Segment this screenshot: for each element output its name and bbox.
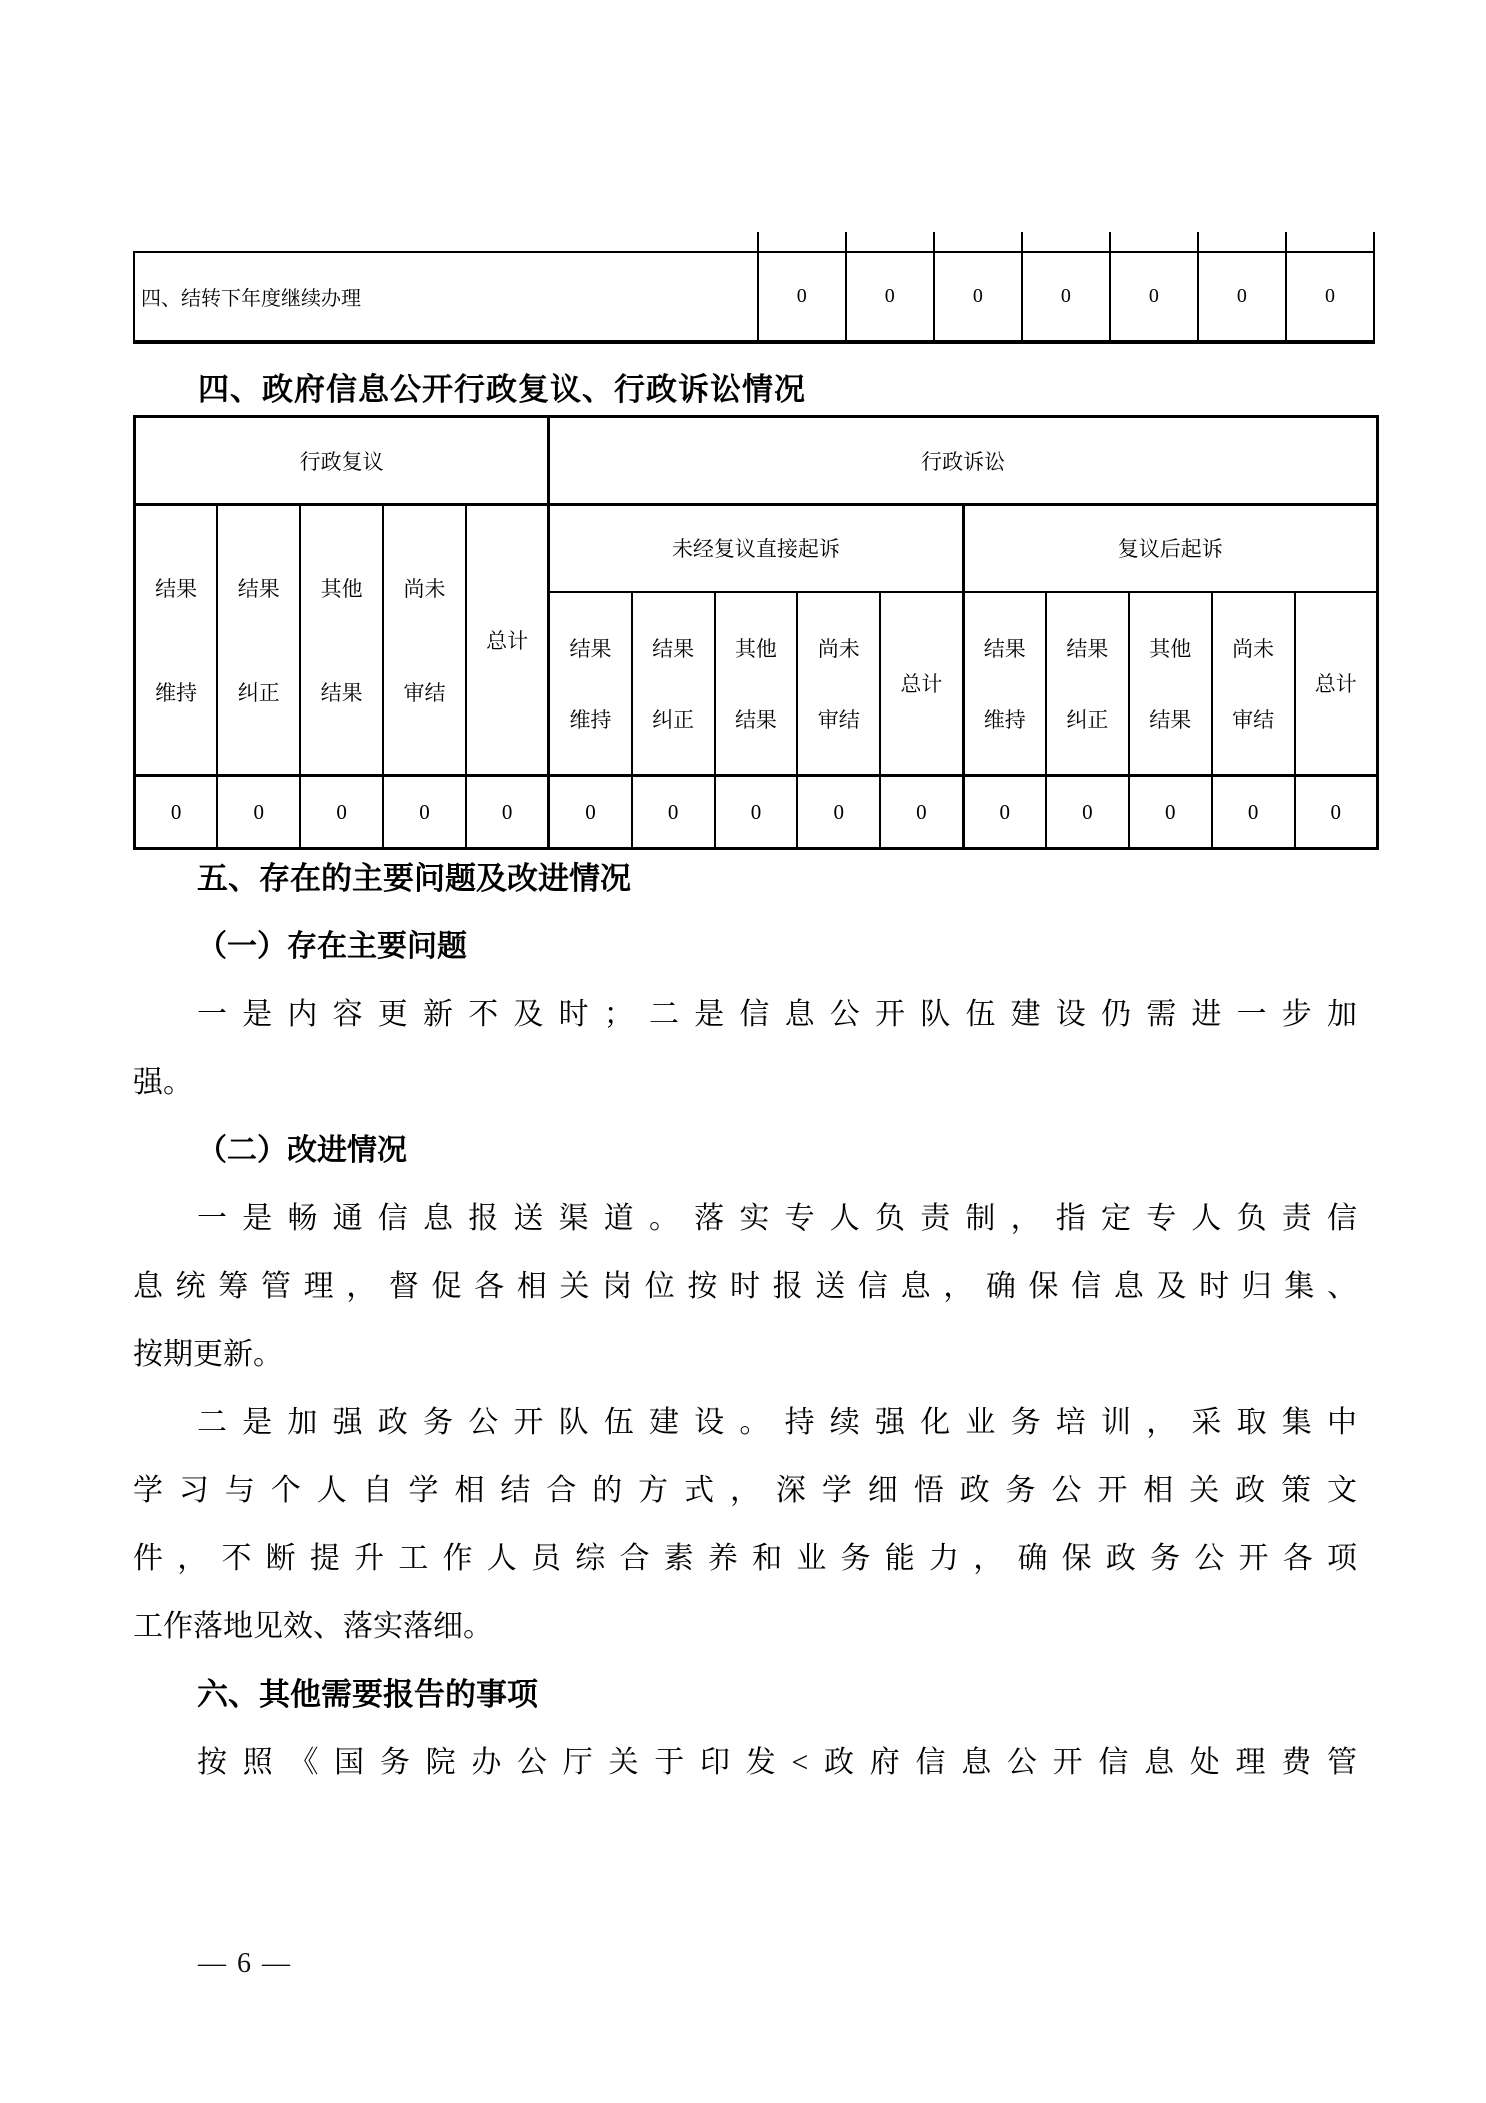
page-number: — 6 — [198,1948,292,1979]
carryover-value-cell: 0 [758,252,846,342]
carryover-value-cell: 0 [1022,252,1110,342]
value-cell: 0 [1129,776,1212,849]
stub-cell [758,232,846,252]
col-header-line: 维持 [983,707,1026,732]
group-header-review: 行政复议 [135,417,549,505]
col-header-pending [1212,592,1295,776]
body-text [133,845,1357,1797]
col-header-result-corrected [217,505,300,776]
stub-cell [1022,232,1110,252]
stub-cell [134,232,758,252]
col-header-result-corrected [632,592,715,776]
group-header-litigation: 行政诉讼 [549,417,1378,505]
stub-cell [846,232,934,252]
paragraph-line: 工作落地见效、落实落细。 [133,1610,493,1643]
section6-heading: 六、其他需要报告的事项 [197,1677,538,1712]
carryover-table [133,232,1375,344]
col-header-result-upheld [549,592,632,776]
col-header-line: 审结 [1232,707,1275,732]
col-header-line: 维持 [155,681,198,706]
col-header-line: 审结 [817,707,860,732]
col-header-line: 结果 [1066,636,1109,661]
paragraph-line: 二是加强政务公开队伍建设。持续强化业务培训，采取集中 [197,1406,1357,1439]
col-header-line: 结果 [734,707,777,732]
col-header-line: 其他 [734,636,777,661]
col-header-line: 审结 [403,681,446,706]
col-header-line: 结果 [652,636,695,661]
subgroup-header-direct-suit: 未经复议直接起诉 [549,505,963,592]
col-header-result-upheld [963,592,1046,776]
stub-cell [1110,232,1198,252]
paragraph-line: 息统筹管理，督促各相关岗位按时报送信息，确保信息及时归集、 [133,1270,1357,1303]
carryover-value-cell: 0 [934,252,1022,342]
value-cell: 0 [880,776,963,849]
value-cell: 0 [135,776,218,849]
col-header-other-result [1129,592,1212,776]
col-header-line: 维持 [569,707,612,732]
group-header-row [135,417,1378,505]
paragraph-line: 强。 [133,1066,193,1099]
paragraph-line: 一是内容更新不及时；二是信息公开队伍建设仍需进一步加 [197,998,1357,1031]
stub-cell [1198,232,1286,252]
col-header-line: 结果 [320,681,363,706]
stub-cell [934,232,1022,252]
col-header-line: 结果 [1149,707,1192,732]
value-cell: 0 [300,776,383,849]
value-cell: 0 [549,776,632,849]
carryover-value-cell: 0 [1110,252,1198,342]
col-header-line: 尚未 [817,636,860,661]
col-header-result-upheld [135,505,218,776]
carryover-value-cell: 0 [846,252,934,342]
value-cell: 0 [1295,776,1378,849]
col-header-line: 结果 [155,576,198,601]
col-header-line: 结果 [569,636,612,661]
carryover-table-stub-row [134,232,1374,252]
stub-cell [1286,232,1374,252]
data-row [135,776,1378,849]
col-header-other-result [300,505,383,776]
col-header-line: 结果 [237,576,280,601]
value-cell: 0 [383,776,466,849]
col-header-line: 尚未 [403,576,446,601]
paragraph-line: 一是畅通信息报送渠道。落实专人负责制，指定专人负责信 [197,1202,1357,1235]
value-cell: 0 [797,776,880,849]
section5-heading: 五、存在的主要问题及改进情况 [197,861,631,896]
col-header-line: 其他 [1149,636,1192,661]
col-header-line: 纠正 [237,681,280,706]
col-header-line: 尚未 [1232,636,1275,661]
subgroup-header-suit-after-review: 复议后起诉 [963,505,1377,592]
col-header-total: 总计 [466,505,549,776]
col-header-pending [383,505,466,776]
subgroup-header-row [135,505,1378,592]
value-cell: 0 [1046,776,1129,849]
section5-sub1-heading: （一）存在主要问题 [197,930,467,963]
col-header-total: 总计 [880,592,963,776]
col-header-pending [797,592,880,776]
col-header-line: 结果 [983,636,1026,661]
paragraph-line: 学习与个人自学相结合的方式，深学细悟政务公开相关政策文 [133,1474,1357,1507]
paragraph-line: 件，不断提升工作人员综合素养和业务能力，确保政务公开各项 [133,1542,1357,1575]
value-cell: 0 [217,776,300,849]
col-header-line: 其他 [320,576,363,601]
value-cell: 0 [466,776,549,849]
carryover-row-label: 四、结转下年度继续办理 [134,252,758,342]
paragraph-line: 按期更新。 [133,1338,283,1371]
value-cell: 0 [1212,776,1295,849]
col-header-total: 总计 [1295,592,1378,776]
value-cell: 0 [632,776,715,849]
paragraph-line: 按照《国务院办公厅关于印发<政府信息公开信息处理费管 [197,1746,1357,1779]
col-header-line: 纠正 [652,707,695,732]
section5-sub2-heading: （二）改进情况 [197,1134,407,1167]
col-header-other-result [715,592,798,776]
section4-heading: 四、政府信息公开行政复议、行政诉讼情况 [198,372,806,407]
carryover-table-row [134,252,1374,342]
carryover-value-cell: 0 [1286,252,1374,342]
col-header-line: 纠正 [1066,707,1109,732]
value-cell: 0 [963,776,1046,849]
review-litigation-table [133,415,1379,850]
carryover-value-cell: 0 [1198,252,1286,342]
value-cell: 0 [715,776,798,849]
col-header-result-corrected [1046,592,1129,776]
